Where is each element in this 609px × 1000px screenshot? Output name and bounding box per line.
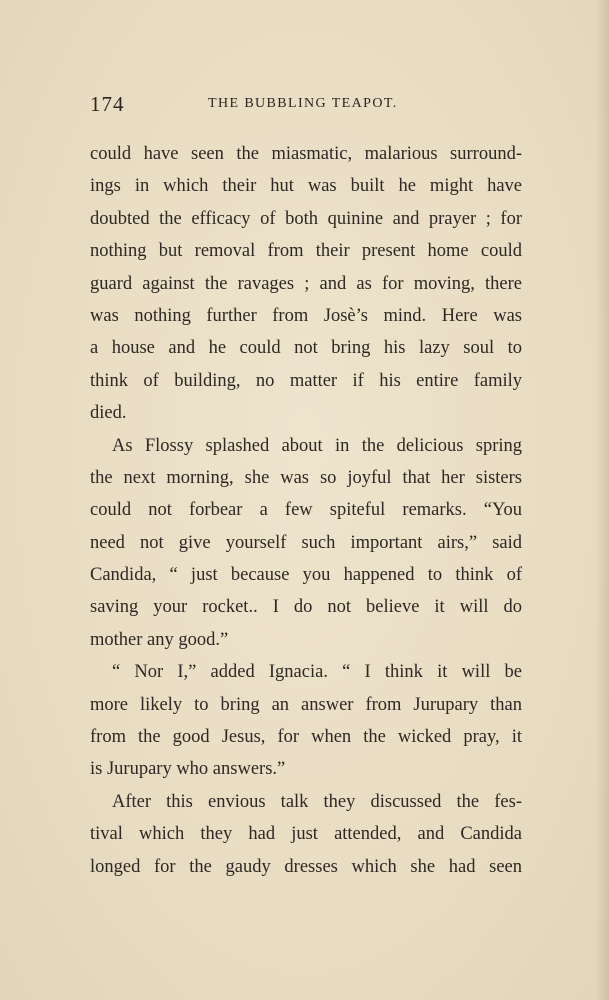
text-line: As Flossy splashed about in the delicious spring <box>112 435 522 456</box>
text-line: could have seen the miasmatic, malarious surround- <box>90 144 522 164</box>
paragraph <box>90 786 522 883</box>
text-line: the next morning, she was so joyful that her sisters <box>90 467 522 488</box>
text-line: think of building, no matter if his entire family <box>90 370 522 391</box>
text-line: could not forbear a few spiteful remarks. “You <box>90 500 522 521</box>
page-header <box>90 92 522 116</box>
text-line: a house and he could not bring his lazy soul to <box>90 338 522 359</box>
text-line: nothing but removal from their present home could <box>90 241 522 262</box>
body-text <box>90 138 522 883</box>
text-line: need not give yourself such important airs,” said <box>90 532 522 553</box>
page-edge-shadow <box>595 0 609 1000</box>
text-line: from the good Jesus, for when the wicked pray, it <box>90 727 522 748</box>
paragraph <box>90 430 522 657</box>
running-head: THE BUBBLING TEAPOT. <box>208 96 398 111</box>
page-number: 174 <box>90 92 125 116</box>
text-line: mother any good.” <box>90 629 229 650</box>
text-line: doubted the efficacy of both quinine and prayer ; for <box>90 208 522 229</box>
text-line: tival which they had just attended, and Candida <box>90 824 522 845</box>
text-line: After this envious talk they discussed the fes- <box>112 791 522 812</box>
text-line: more likely to bring an answer from Jurupary than <box>90 694 522 715</box>
text-line: ings in which their hut was built he might have <box>90 176 522 197</box>
text-line: Candida, “ just because you happened to think of <box>90 565 522 586</box>
text-line: is Jurupary who answers.” <box>90 759 286 780</box>
paragraph <box>90 656 522 786</box>
text-line: died. <box>90 403 127 424</box>
text-line: longed for the gaudy dresses which she had seen <box>90 856 522 877</box>
text-line: was nothing further from Josè’s mind. Here was <box>90 305 522 326</box>
paragraph <box>90 138 522 430</box>
text-line: saving your rocket.. I do not believe it will do <box>90 597 522 618</box>
text-line: “ Nor I,” added Ignacia. “ I think it will be <box>112 662 522 683</box>
text-line: guard against the ravages ; and as for moving, there <box>90 273 522 294</box>
